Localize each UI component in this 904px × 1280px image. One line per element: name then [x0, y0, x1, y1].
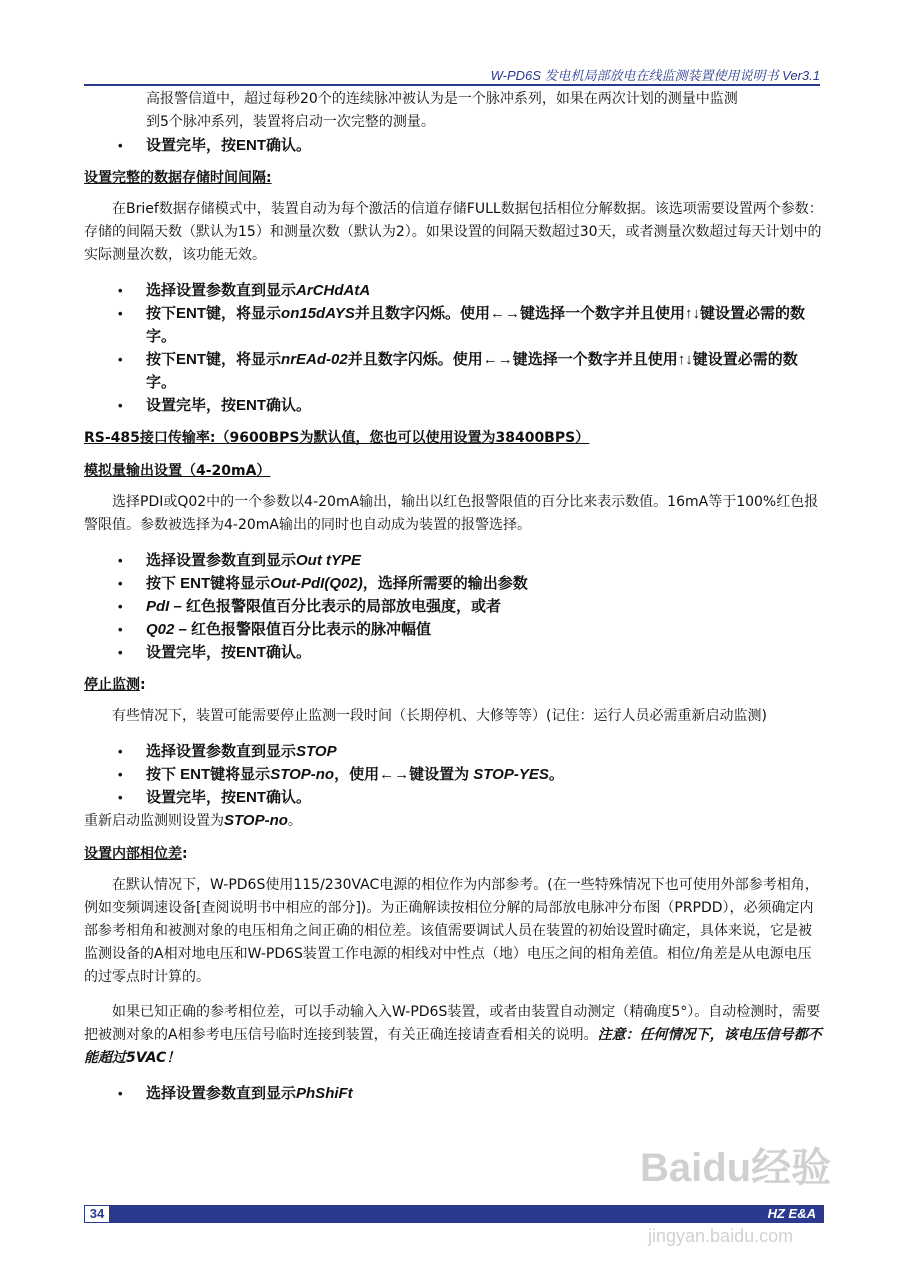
- intro-bullets: [84, 134, 824, 157]
- list-item: • 按下ENT键，将显示nrEAd-02并且数字闪烁。使用←→键选择一个数字并且使用↑↓键设置必需的数字。: [84, 348, 824, 394]
- analog-output-paragraph: 选择PDI或Q02中的一个参数以4-20mA输出，输出以红色报警限值的百分比来表示数值。16mA等于100%红色报警限值。参数被选择为4-20mA输出的同时也自动成为装置的报警选择。: [84, 494, 819, 533]
- list-item: • Q02 – 红色报警限值百分比表示的脉冲幅值: [84, 618, 824, 641]
- phase-shift-paragraph-2: 如果已知正确的参考相位差，可以手动输入入W-PD6S装置，或者由装置自动测定（精确度5°）。自动检测时，需要把被测对象的A相参考电压信号临时连接到装置，有关正确连接请查看相关的说明。注意：任何情况下，该电压信号都不能超过5VAC！: [84, 1004, 822, 1066]
- phase-shift-steps: [84, 1082, 824, 1105]
- list-item: • PdI – 红色报警限值百分比表示的局部放电强度，或者: [84, 595, 824, 618]
- list-item: • 选择设置参数直到显示ArCHdAtA: [84, 279, 824, 302]
- baidu-watermark-logo: Baidu经验: [640, 1146, 832, 1190]
- footer-brand: HZ E&A: [767, 1206, 816, 1221]
- up-down-arrow-icon: ↑↓: [684, 305, 700, 322]
- left-right-arrow-icon: ←→: [482, 351, 513, 368]
- section-heading-phase-shift: 设置内部相位差:: [84, 846, 188, 862]
- storage-interval-paragraph: 在Brief数据存储模式中，装置自动为每个激活的信道存储FULL数据包括相位分解数据。该选项需要设置两个参数：存储的间隔天数（默认为15）和测量次数（默认为2）。如果设置的间隔天数超过30天，或者测量次数超过每天计划中的实际测量次数，该功能无效。: [84, 201, 823, 263]
- list-item: • 按下 ENT键将显示Out-PdI(Q02)，选择所需要的输出参数: [84, 572, 824, 595]
- up-down-arrow-icon: ↑↓: [677, 351, 693, 368]
- section-heading-stop-monitoring: 停止监测:: [84, 677, 146, 693]
- list-item: • 设置完毕，按ENT确认。: [84, 134, 824, 157]
- page-header: [84, 62, 820, 86]
- list-item: • 设置完毕，按ENT确认。: [84, 394, 824, 417]
- list-item: • 选择设置参数直到显示Out tYPE: [84, 549, 824, 572]
- page-number: 34: [84, 1205, 110, 1223]
- list-item: • 选择设置参数直到显示PhShiFt: [84, 1082, 824, 1105]
- list-item: • 设置完毕，按ENT确认。: [84, 786, 824, 809]
- page-content: [84, 88, 824, 1105]
- list-item: • 按下 ENT键将显示STOP-no，使用←→键设置为 STOP-YES。: [84, 763, 824, 786]
- section-heading-analog-output: 模拟量输出设置（4-20mA）: [84, 463, 271, 479]
- restart-note: 重新启动监测则设置为STOP-no。: [84, 812, 302, 829]
- stop-monitoring-steps: [84, 740, 824, 809]
- phase-shift-warning: 注意：任何情况下，该电压信号都不能超过5VAC！: [84, 1027, 822, 1066]
- list-item: • 选择设置参数直到显示STOP: [84, 740, 824, 763]
- storage-interval-steps: [84, 279, 824, 417]
- list-item: • 按下ENT键，将显示on15dAYS并且数字闪烁。使用←→键选择一个数字并且使用↑↓键设置必需的数字。: [84, 302, 824, 348]
- phase-shift-paragraph-1: 在默认情况下，W-PD6S使用115/230VAC电源的相位作为内部参考。(在一些特殊情况下也可使用外部参考相角，例如变频调速设备[查阅说明书中相应的部分])。为正确解读按相位分解的局部放电脉冲分布图（PRPDD），必须确定内部参考相角和被测对象的电压相角之间正确的相位差。该值需要调试人员在装置的初始设置时确定，具体来说，它是被监测设备的A相对地电压和W-PD6S装置工作电源的相线对中性点（地）电压之间的相角差值。相位/角差是从电源电压的过零点时计算的。: [84, 877, 819, 985]
- list-item: • 设置完毕，按ENT确认。: [84, 641, 824, 664]
- stop-monitoring-paragraph: 有些情况下，装置可能需要停止监测一段时间（长期停机、大修等等）(记住：运行人员必需重新启动监测): [112, 708, 767, 724]
- left-right-arrow-icon: ←→: [379, 766, 410, 783]
- intro-line-2: 到5个脉冲系列，装置将启动一次完整的测量。: [146, 114, 435, 130]
- section-heading-storage-interval: 设置完整的数据存储时间间隔:: [84, 170, 272, 186]
- section-heading-rs485: RS-485接口传输率:（9600BPS为默认值，您也可以使用设置为38400BPS）: [84, 430, 590, 446]
- analog-output-steps: [84, 549, 824, 664]
- header-title: W-PD6S 发电机局部放电在线监测装置使用说明书 Ver3.1: [490, 68, 820, 83]
- left-right-arrow-icon: ←→: [489, 305, 520, 322]
- page-footer: [84, 1205, 824, 1223]
- baidu-watermark-url: jingyan.baidu.com: [648, 1226, 794, 1246]
- intro-line-1: 高报警信道中，超过每秒20个的连续脉冲被认为是一个脉冲系列，如果在两次计划的测量中监测: [146, 91, 738, 107]
- intro-text: [84, 88, 824, 134]
